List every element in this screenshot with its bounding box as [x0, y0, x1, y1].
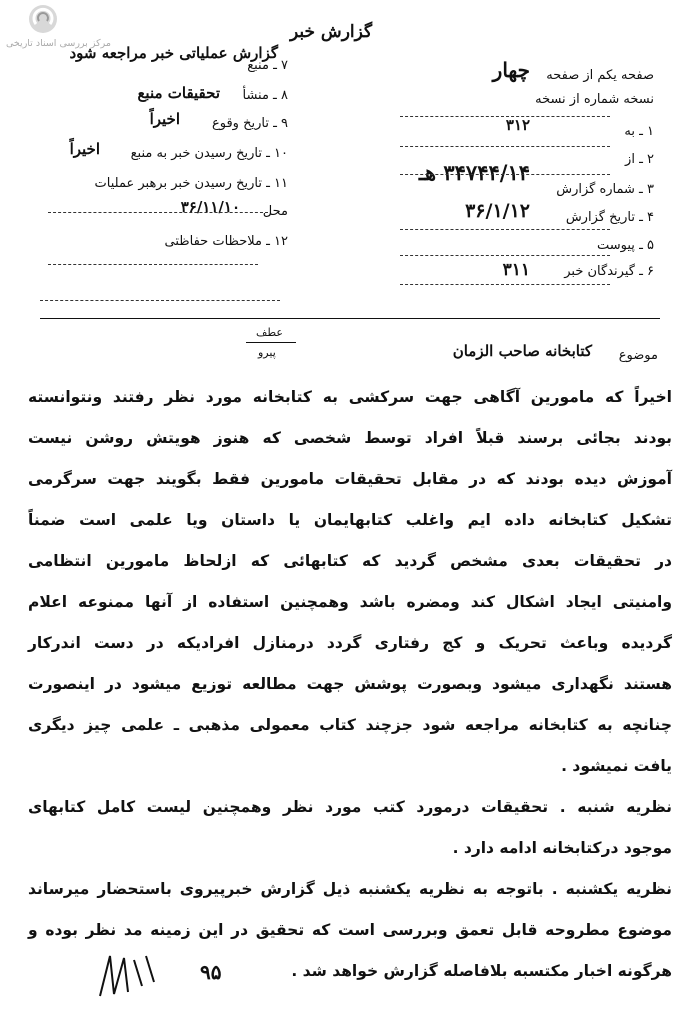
page-title: گزارش خبر: [290, 22, 373, 42]
watermark-logo: [28, 4, 58, 34]
field-report-number-value: ۳۴۷۴۴/۱۴ هـ: [418, 160, 530, 185]
body-line: بودند بجائی برسند قبلاً افراد توسط شخصی که هنوز هویتش روشن نیست: [28, 429, 672, 447]
body-line: نظریه یکشنبه . باتوجه به نظریه یکشنبه ذیل گزارش خبرپیروی باستحضار میرساند: [28, 880, 672, 898]
field-origin-label: ۸ ـ منشأ: [242, 88, 288, 103]
field-location-value: ۳۶/۱۱/۱۰: [180, 198, 240, 216]
field-source-value: گزارش عملیاتی خبر مراجعه شود: [69, 44, 278, 62]
signature: [90, 946, 170, 1006]
body-line-last: موجود درکتابخانه ادامه دارد .: [452, 839, 672, 857]
field-origin-value: تحقیقات منبع: [137, 84, 220, 102]
follow-up-label: پیرو: [258, 346, 276, 359]
body-line: چنانچه به کتابخانه مراجعه شود جزچند کتاب معمولی مذهبی ـ علمی چیز دیگری: [28, 716, 672, 734]
field-occurrence-date-label: ۹ ـ تاریخ وقوع: [211, 116, 288, 131]
subject-label: موضوع: [618, 348, 658, 363]
reference-label: عطف: [256, 326, 283, 339]
field-source-received-label: ۱۰ ـ تاریخ رسیدن خبر به منبع: [130, 146, 288, 161]
signature-scribble-icon: [90, 946, 170, 1006]
body-line: هستند نگهداری میشود وبصورت پوشش جهت مطالعه توزیع میشود در اینصورت: [28, 675, 672, 693]
body-line: گردیده وباعث تحریک و کج رفتاری گردد درمنازل افرادیکه در دست اندرکار: [28, 634, 672, 652]
field-from-label: ۲ ـ از: [625, 152, 654, 167]
page-info: صفحه یکم از صفحه: [546, 68, 654, 83]
field-to-value: ۳۱۲: [505, 116, 530, 134]
field-attachment-label: ۵ ـ پیوست: [597, 238, 654, 253]
field-report-number-label: ۳ ـ شماره گزارش: [556, 182, 654, 197]
body-line-last: هرگونه اخبار مکتسبه بلافاصله گزارش خواهد شد .: [291, 962, 672, 980]
body-line: آموزش دیده بودند که در مقابل تحقیقات مامورین فقط بگویند جهت سرگرمی: [28, 470, 672, 488]
body-line: در تحقیقات بعدی مشخص گردید که کتابهائی که ازلحاظ مامورین انتظامی: [28, 552, 672, 570]
field-leader-received-label: ۱۱ ـ تاریخ رسیدن خبر برهبر عملیات: [94, 176, 288, 191]
field-report-date-label: ۴ ـ تاریخ گزارش: [565, 210, 654, 225]
copy-info-handwritten: چهار: [492, 58, 530, 82]
field-source-label: ۷ ـ منبع: [247, 58, 288, 73]
archive-seal-icon: [28, 4, 58, 34]
field-occurrence-date-value: اخیراً: [149, 110, 180, 128]
watermark-caption: مرکز بررسی اسناد تاریخی: [6, 38, 111, 49]
field-recipients-value: ۳۱۱: [502, 260, 530, 280]
body-line: وامنیتی ایجاد اشکال کند ومضره باشد وهمچنین استفاده از آنها ممنوعه اعلام: [28, 593, 672, 611]
field-recipients-label: ۶ ـ گیرندگان خبر: [564, 264, 654, 279]
body-line: موضوع مطروحه قابل تعمق وبررسی است که تحقیق در این زمینه مد نظر بوده و: [28, 921, 672, 939]
field-source-received-value: اخیراً: [69, 140, 100, 158]
body-line: اخیراً که مامورین آگاهی جهت سرکشی به کتابخانه مورد نظر رفتند ونتوانسته: [28, 388, 672, 406]
header-divider: [40, 318, 660, 319]
copy-info: نسخه شماره از نسخه: [535, 92, 654, 107]
signature-number: ۹۵: [200, 960, 222, 984]
body-line-last: یافت نمیشود .: [561, 757, 672, 775]
body-line: نظریه شنبه . تحقیقات درمورد کتب مورد نظر وهمچنین لیست کامل کتابهای: [28, 798, 672, 816]
field-security-notes-label: ۱۲ ـ ملاحظات حفاظتی: [164, 234, 288, 249]
body-line: تشکیل کتابخانه داده ایم واغلب کتابهایمان یا داستان ویا علمی است ضمناً: [28, 511, 672, 529]
field-report-date-value: ۳۶/۱/۱۲: [465, 200, 530, 222]
field-to-label: ۱ ـ به: [624, 124, 654, 139]
subject-value: کتابخانه صاحب الزمان: [452, 342, 592, 360]
field-location-label: محل: [262, 204, 288, 219]
